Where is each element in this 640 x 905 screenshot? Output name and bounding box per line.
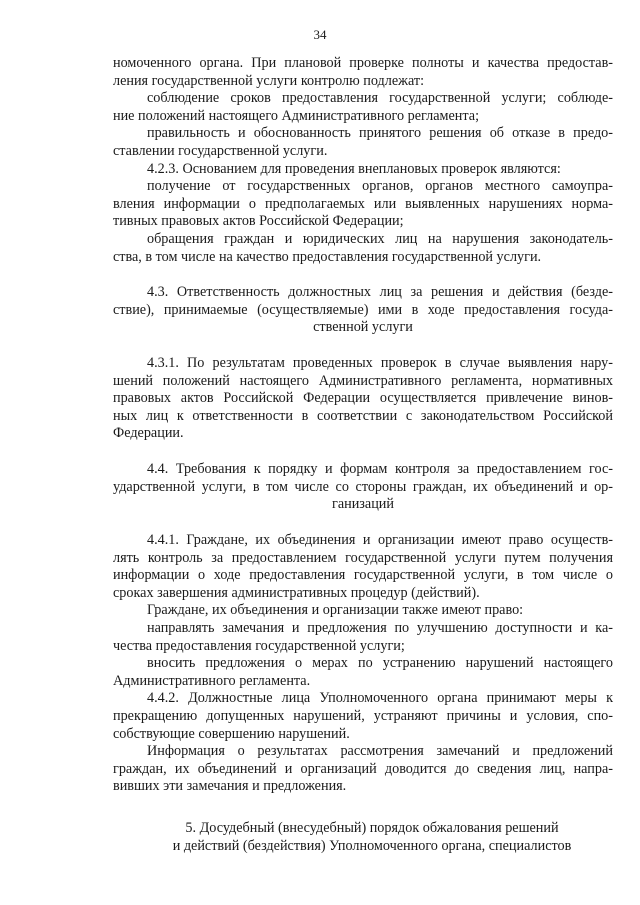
text-line: чества предоставления государственной услуги; xyxy=(113,637,405,654)
heading-line: 4.4. Требования к порядку и формам контроля за предоставлением гос- xyxy=(147,461,613,477)
text-line: вносить предложения о мерах по устранению нарушений настоящего xyxy=(147,655,613,672)
text-line: лять контроль за предоставлением государственной услуги путем получения xyxy=(113,549,613,566)
text-line: 4.3.1. По результатам проведенных проверок в случае выявления нару- xyxy=(147,355,613,371)
text-line: номоченного органа. При плановой проверке полноты и качества предостав- xyxy=(113,55,613,71)
text-line: получение от государственных органов, органов местного самоупра- xyxy=(147,178,613,195)
text-line: граждан, их объединений и организаций доводится до сведения лиц, напра- xyxy=(113,760,613,777)
heading-line: ствие), принимаемые (осуществляемые) ими в ходе предоставления госуда- xyxy=(113,301,613,318)
text-line: сроках завершения административных процедур (действий). xyxy=(113,584,480,601)
text-line: ных лиц к ответственности в соответствии с законодательством Российской xyxy=(113,407,613,424)
text-line: информации о ходе предоставления государственной услуги, в том числе о xyxy=(113,567,613,584)
section-4-4-text xyxy=(113,532,613,796)
text-line: прекращению допущенных нарушений, устраняют причины и условия, спо- xyxy=(113,707,613,724)
text-line: 4.4.2. Должностные лица Уполномоченного органа принимают меры к xyxy=(147,690,613,707)
text-line: правильность и обоснованность принятого решения об отказе в предо- xyxy=(147,125,613,142)
text-line: собствующие совершению нарушений. xyxy=(113,725,350,742)
text-line: Административного регламента. xyxy=(113,672,311,689)
section-4-2-text xyxy=(113,55,613,266)
page-number: 34 xyxy=(313,27,327,42)
heading-4-3 xyxy=(113,284,613,337)
heading-line: 4.3. Ответственность должностных лиц за решения и действия (безде- xyxy=(147,284,613,300)
text-line: ставлении государственной услуги. xyxy=(113,142,328,159)
text-line: Граждане, их объединения и организации также имеют право: xyxy=(147,602,524,619)
heading-4-4 xyxy=(113,461,613,514)
heading-line: 5. Досудебный (внесудебный) порядок обжалования решений xyxy=(185,820,559,836)
heading-line: ственной услуги xyxy=(313,319,413,336)
text-line: 4.2.3. Основанием для проведения внеплановых проверок являются: xyxy=(147,160,561,177)
heading-5 xyxy=(138,820,606,855)
text-line: вления информации о предполагаемых или выявленных нарушениях норма- xyxy=(113,195,613,212)
text-line: ства, в том числе на качество предоставления государственной услуги. xyxy=(113,248,542,265)
text-line: правовых актов Российской Федерации осуществляется привлечение винов- xyxy=(113,390,613,407)
heading-line: ударственной услуги, в том числе со стороны граждан, их объединений и ор- xyxy=(113,478,613,495)
text-line: 4.4.1. Граждане, их объединения и организации имеют право осуществ- xyxy=(147,532,613,548)
text-line: ние положений настоящего Административного регламента; xyxy=(113,107,480,124)
text-line: соблюдение сроков предоставления государственной услуги; соблюде- xyxy=(147,90,613,107)
text-line: направлять замечания и предложения по улучшению доступности и ка- xyxy=(147,619,613,636)
text-line: Федерации. xyxy=(113,425,184,442)
text-line: тивных правовых актов Российской Федерации; xyxy=(113,213,404,230)
heading-line: ганизаций xyxy=(332,496,394,513)
text-line: шений положений настоящего Административного регламента, нормативных xyxy=(113,372,613,389)
section-4-3-1-text xyxy=(113,355,613,443)
text-line: ления государственной услуги контролю подлежат: xyxy=(113,72,425,89)
text-line: Информация о результатах рассмотрения замечаний и предложений xyxy=(147,743,613,760)
heading-line: и действий (бездействия) Уполномоченного органа, специалистов xyxy=(172,837,572,854)
text-line: обращения граждан и юридических лиц на нарушения законодатель- xyxy=(147,230,613,247)
text-line: вивших эти замечания и предложения. xyxy=(113,778,347,795)
